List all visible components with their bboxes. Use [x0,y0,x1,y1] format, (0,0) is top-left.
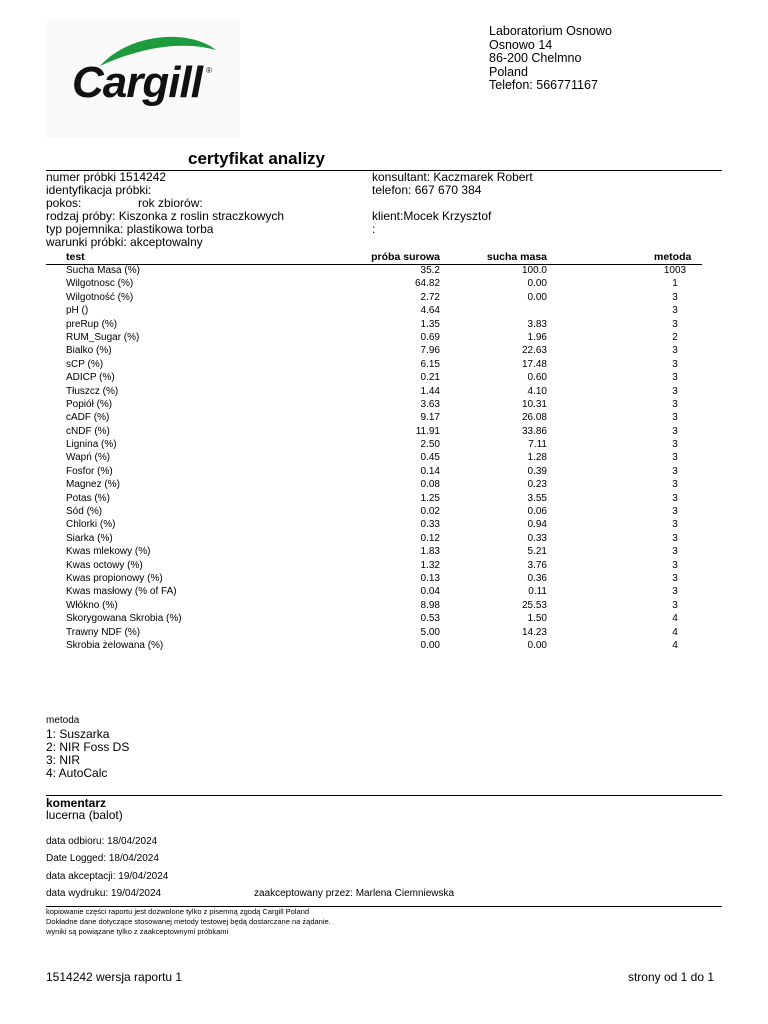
table-row [0,546,768,559]
cell-method: 3 [672,586,678,598]
cell-raw: 0.45 [420,452,440,464]
cell-dry: 0.00 [527,291,547,303]
cell-dry: 25.53 [521,599,547,611]
cell-raw: 0.12 [420,532,440,544]
info-warunki: warunki próbki: akceptowalny [46,235,203,249]
date-accepted: data akceptacji: 19/04/2024 [46,871,169,882]
cell-method: 3 [672,479,678,491]
cell-test: Chlorki (%) [66,519,116,531]
cell-dry: 33.86 [521,425,547,437]
disclaimer-line: Dokładne dane dotyczące stosowanej metody testowej będą dostarczane na żądanie. [46,917,331,926]
cell-raw: 2.50 [420,439,440,451]
cell-method: 3 [672,291,678,303]
cell-test: Lignina (%) [66,439,117,451]
cell-test: Tłuszcz (%) [66,385,119,397]
date-received: data odbioru: 18/04/2024 [46,836,158,847]
cell-dry: 0.39 [527,465,547,477]
table-row [0,399,768,412]
comment-title: komentarz [46,796,107,810]
cell-test: sCP (%) [66,358,104,370]
table-row [0,278,768,291]
cell-raw: 35.2 [420,265,440,276]
cell-test: Wilgotnosc (%) [66,278,134,290]
cell-method: 3 [672,492,678,504]
cell-dry: 0.36 [527,572,547,584]
lab-line: 86-200 Chelmno [489,51,582,65]
table-row [0,533,768,546]
cell-raw: 1.25 [420,492,440,504]
cell-test: Potas (%) [66,492,110,504]
info-rodzaj: rodzaj próby: Kiszonka z roslin straczkowych [46,209,285,223]
cell-test: Wapń (%) [66,452,111,464]
cell-raw: 0.14 [420,465,440,477]
cell-test: Włókno (%) [66,599,118,611]
cell-test: Sucha Masa (%) [66,265,140,276]
header-method: metoda [654,251,692,263]
lab-line: Osnowo 14 [489,37,553,52]
table-row [0,386,768,399]
table-row [0,372,768,385]
info-typ: typ pojemnika: plastikowa torba [46,222,214,236]
table-row [0,506,768,519]
info-telefon: telefon: 667 670 384 [372,183,482,197]
cell-dry: 0.00 [527,639,547,651]
cargill-logo [46,20,240,138]
comment-text: lucerna (balot) [46,808,123,822]
info-identyfikacja: identyfikacja próbki: [46,183,152,197]
cell-raw: 5.00 [420,626,440,638]
info-colon: : [372,222,376,236]
method-item: 3: NIR [46,753,81,767]
disclaimer-line: wyniki są powiązane tylko z zaakceptownymi próbkami [46,927,229,936]
lab-line: Telefon: 566771167 [489,78,598,92]
table-row [0,439,768,452]
table-row [0,493,768,506]
cell-dry: 100.0 [521,265,547,276]
divider [46,795,722,796]
table-row [0,560,768,573]
cell-dry: 0.06 [527,506,547,518]
cell-raw: 11.91 [415,425,440,437]
cell-raw: 7.96 [420,345,440,357]
cell-dry: 3.55 [527,492,547,504]
registered-mark: ® [206,66,212,75]
cell-dry: 17.48 [521,358,547,370]
table-row [0,640,768,653]
cell-test: Wilgotność (%) [66,291,134,303]
cell-dry: 0.11 [528,586,547,598]
cell-raw: 3.63 [420,398,440,410]
table-row [0,466,768,479]
table-row [0,292,768,305]
cell-dry: 4.10 [527,385,547,397]
header-raw: próba surowa [371,251,440,263]
cell-dry: 3.76 [527,559,547,571]
cell-test: preRup (%) [66,318,118,330]
cell-dry: 0.23 [527,479,547,491]
cell-raw: 64.82 [414,278,440,290]
table-row [0,586,768,599]
cell-method: 3 [672,546,678,558]
cell-test: Bialko (%) [66,345,112,357]
cell-raw: 0.21 [420,372,440,384]
results-table [0,265,768,653]
table-row [0,345,768,358]
cell-test: Sód (%) [66,506,103,518]
table-row [0,305,768,318]
lab-address [489,25,612,93]
table-row [0,332,768,345]
approved-by: zaakceptowany przez: Marlena Ciemniewska [254,888,455,899]
cell-test: Popiół (%) [66,398,113,410]
cell-raw: 1.83 [420,546,440,558]
cell-test: cADF (%) [66,412,110,424]
cell-raw: 0.02 [420,506,440,518]
cell-raw: 0.33 [420,519,440,531]
cell-test: pH () [66,305,89,317]
table-row [0,479,768,492]
methods-title: metoda [46,715,80,726]
cell-raw: 0.04 [420,586,440,598]
cell-method: 3 [672,452,678,464]
cell-dry: 0.60 [527,372,547,384]
cell-raw: 1.32 [420,559,440,571]
cell-dry: 10.31 [521,398,547,410]
cell-test: cNDF (%) [66,425,110,437]
cell-raw: 1.44 [420,385,440,397]
disclaimer [46,907,331,937]
info-konsultant: konsultant: Kaczmarek Robert [372,170,533,184]
cell-raw: 1.35 [420,318,440,330]
date-printed: data wydruku: 19/04/2024 [46,888,162,899]
cell-method: 4 [672,613,678,625]
cell-dry: 0.00 [527,278,547,290]
cell-dry: 5.21 [527,546,547,558]
cell-test: Magnez (%) [66,479,120,491]
cell-method: 3 [672,599,678,611]
table-row [0,426,768,439]
cell-test: Fosfor (%) [66,465,113,477]
cell-test: RUM_Sugar (%) [66,331,140,343]
cell-test: Kwas octowy (%) [66,559,143,571]
method-item: 1: Suszarka [46,727,110,741]
cell-method: 3 [672,465,678,477]
cell-test: Skrobia żelowana (%) [66,639,164,651]
cell-raw: 0.13 [420,572,440,584]
lab-line: Laboratorium Osnowo [489,24,612,38]
table-row [0,359,768,372]
table-row [0,519,768,532]
info-klient: klient:Mocek Krzysztof [372,209,492,223]
cell-dry: 22.63 [521,345,547,357]
cell-test: Siarka (%) [66,532,113,544]
table-row [0,265,768,278]
cell-raw: 0.53 [420,613,440,625]
disclaimer-line: kopiowanie części raportu jest dozwolone tylko z pisemną zgodą Cargill Poland [46,907,310,916]
info-pokos: pokos: [46,196,82,210]
cell-method: 3 [672,532,678,544]
cell-method: 3 [672,506,678,518]
cell-method: 3 [672,572,678,584]
cell-method: 3 [672,345,678,357]
table-row [0,319,768,332]
cell-dry: 14.23 [521,626,547,638]
cell-dry: 0.94 [527,519,547,531]
footer-report-version: 1514242 wersja raportu 1 [46,970,183,984]
cell-method: 1 [672,278,678,290]
lab-line: Poland [489,64,528,79]
cell-test: Trawny NDF (%) [66,626,141,638]
header-test: test [66,251,85,263]
method-item: 4: AutoCalc [46,766,108,780]
cell-dry: 3.83 [527,318,547,330]
cell-method: 3 [672,425,678,437]
cell-dry: 0.33 [527,532,547,544]
footer-pages: strony od 1 do 1 [627,970,714,984]
table-row [0,573,768,586]
cell-method: 3 [672,305,678,317]
table-row [0,613,768,626]
cell-dry: 26.08 [521,412,547,424]
table-row [0,412,768,425]
cell-method: 4 [672,639,678,651]
cell-raw: 2.72 [420,291,440,303]
cell-dry: 1.50 [527,613,547,625]
table-row [0,627,768,640]
cell-dry: 7.11 [528,439,547,451]
cell-method: 3 [672,358,678,370]
logo-wordmark: Cargill [72,58,202,107]
date-logged: Date Logged: 18/04/2024 [46,853,159,864]
info-numer: numer próbki 1514242 [46,170,167,184]
cell-raw: 9.17 [420,412,440,424]
cell-raw: 0.00 [420,639,440,651]
cell-method: 3 [672,318,678,330]
cell-test: Skorygowana Skrobia (%) [66,613,182,625]
cell-method: 1003 [663,265,687,276]
cell-test: ADICP (%) [66,372,115,384]
cell-raw: 8.98 [420,599,440,611]
cell-raw: 0.08 [420,479,440,491]
table-row [0,600,768,613]
cell-raw: 4.64 [420,305,440,317]
cell-test: Kwas masłowy (% of FA) [66,586,177,598]
cell-method: 3 [672,412,678,424]
cell-test: Kwas propionowy (%) [66,572,163,584]
cell-method: 3 [672,559,678,571]
method-item: 2: NIR Foss DS [46,740,130,754]
cell-method: 3 [672,385,678,397]
info-rok: rok zbiorów: [138,196,203,210]
cell-dry: 1.96 [527,331,547,343]
cell-method: 3 [672,439,678,451]
cell-method: 3 [672,398,678,410]
cell-test: Kwas mlekowy (%) [66,546,151,558]
cell-raw: 0.69 [420,331,440,343]
cell-method: 3 [672,372,678,384]
table-row [0,452,768,465]
cell-method: 2 [672,331,678,343]
page-title: certyfikat analizy [188,149,326,168]
header-dry: sucha masa [486,251,547,263]
cell-raw: 6.15 [420,358,440,370]
cell-dry: 1.28 [527,452,547,464]
cell-method: 4 [672,626,678,638]
cell-method: 3 [672,519,678,531]
